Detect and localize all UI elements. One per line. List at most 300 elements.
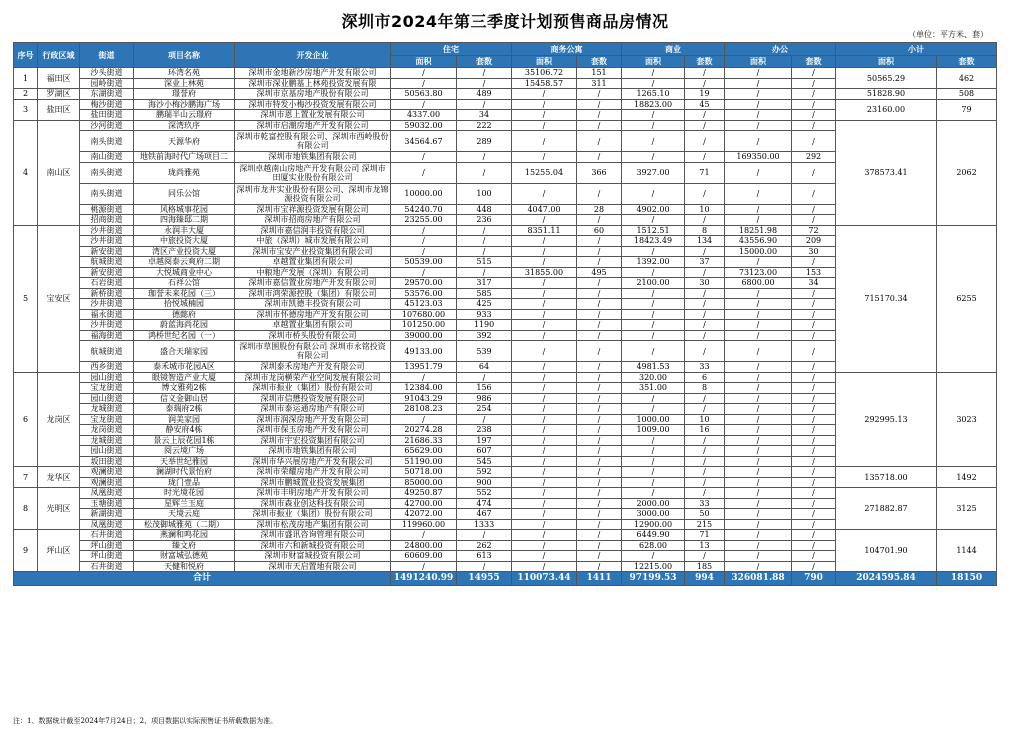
commercial-units-cell: 16: [685, 425, 725, 436]
project-cell: 鸿桥世纪名园（一）: [134, 330, 235, 341]
apartment-units-cell: /: [577, 393, 622, 404]
seq-cell: 2: [14, 89, 38, 100]
project-cell: 海沙小梅沙鹏海广场: [134, 99, 235, 110]
office-area-cell: /: [725, 362, 792, 373]
office-units-cell: /: [792, 215, 836, 226]
office-units-cell: /: [792, 435, 836, 446]
residential-units-cell: 592: [457, 467, 512, 478]
apartment-area-cell: /: [512, 488, 577, 499]
street-cell: 坪山街道: [80, 551, 134, 562]
developer-cell: 深圳市盛讯咨询管理有限公司: [235, 530, 391, 541]
apartment-units-cell: /: [577, 372, 622, 383]
commercial-area-cell: /: [622, 68, 685, 79]
developer-cell: 深圳市恩上置业发展有限公司: [235, 110, 391, 121]
district-cell: 南山区: [38, 120, 80, 225]
commercial-units-cell: 185: [685, 561, 725, 572]
residential-units-cell: 474: [457, 498, 512, 509]
apartment-units-cell: /: [577, 99, 622, 110]
residential-units-cell: 545: [457, 456, 512, 467]
commercial-units-cell: /: [685, 467, 725, 478]
office-area-cell: /: [725, 530, 792, 541]
street-cell: 新安街道: [80, 246, 134, 257]
apartment-units-cell: /: [577, 120, 622, 131]
commercial-units-cell: /: [685, 404, 725, 415]
developer-cell: 深圳市润深房地产开发有限公司: [235, 414, 391, 425]
residential-units-cell: 64: [457, 362, 512, 373]
office-area-cell: /: [725, 131, 792, 152]
residential-units-cell: 515: [457, 257, 512, 268]
apartment-area-cell: /: [512, 477, 577, 488]
developer-cell: 深圳市乾富控股有限公司、深圳市西岭股份有限公司: [236, 132, 389, 150]
residential-area-cell: 29570.00: [391, 278, 457, 289]
office-area-cell: /: [725, 425, 792, 436]
office-units-cell: /: [792, 446, 836, 457]
apartment-area-cell: /: [512, 89, 577, 100]
subtotal-area-cell: 23160.00: [836, 99, 937, 120]
office-units-cell: /: [792, 393, 836, 404]
project-cell: 燕澜和鸣花园: [134, 530, 235, 541]
office-area-cell: /: [725, 488, 792, 499]
residential-units-cell: 317: [457, 278, 512, 289]
developer-cell: 深圳市振业（集团）股份有限公司: [235, 383, 391, 394]
commercial-units-cell: /: [685, 215, 725, 226]
residential-units-cell: /: [457, 561, 512, 572]
office-units-cell: /: [792, 341, 836, 362]
project-cell: 四海臻邸二期: [134, 215, 235, 226]
residential-units-cell: 425: [457, 299, 512, 310]
project-cell: 卓越阅泰云爽府二期: [134, 257, 235, 268]
office-units-cell: /: [792, 288, 836, 299]
project-cell: 景云上辰花园1栋: [134, 435, 235, 446]
commercial-units-cell: 33: [685, 362, 725, 373]
commercial-units-cell: /: [685, 183, 725, 204]
developer-cell: 深圳卓越南山房地产开发有限公司 深圳市田厦实业股份有限公司: [235, 162, 391, 183]
residential-units-cell: 539: [457, 341, 512, 362]
street-cell: 沙井街道: [80, 225, 134, 236]
apartment-units-cell: 311: [577, 78, 622, 89]
header-units: 套数: [577, 56, 622, 68]
office-area-cell: /: [725, 561, 792, 572]
commercial-area-cell: 1512.51: [622, 225, 685, 236]
office-area-cell: /: [725, 540, 792, 551]
office-units-cell: /: [792, 414, 836, 425]
header-units: 套数: [457, 56, 512, 68]
street-cell: 新桥街道: [80, 288, 134, 299]
residential-units-cell: 1333: [457, 519, 512, 530]
commercial-units-cell: /: [685, 120, 725, 131]
residential-area-cell: 60609.00: [391, 551, 457, 562]
commercial-area-cell: 1265.10: [622, 89, 685, 100]
project-cell: 鹏瑞半山云璟府: [134, 110, 235, 121]
apartment-area-cell: /: [512, 215, 577, 226]
project-cell: 永润丰大厦: [134, 225, 235, 236]
project-cell: 星辉兰玉庭: [134, 498, 235, 509]
street-cell: 宝龙街道: [80, 383, 134, 394]
total-value-cell: 18150: [937, 572, 997, 586]
subtotal-units-cell: 462: [937, 68, 997, 89]
seq-cell: 6: [14, 372, 38, 467]
office-units-cell: /: [792, 467, 836, 478]
office-units-cell: /: [792, 309, 836, 320]
apartment-area-cell: 15458.57: [512, 78, 577, 89]
project-cell: 润美家园: [134, 414, 235, 425]
subtotal-units-cell: 1144: [937, 530, 997, 572]
office-area-cell: /: [725, 288, 792, 299]
project-cell: 天源华府: [134, 131, 235, 152]
apartment-area-cell: /: [512, 278, 577, 289]
office-units-cell: /: [792, 257, 836, 268]
district-cell: 罗湖区: [38, 89, 80, 100]
office-area-cell: 18251.98: [725, 225, 792, 236]
residential-units-cell: 467: [457, 509, 512, 520]
office-units-cell: /: [792, 68, 836, 79]
developer-cell: 深圳市草围股份有限公司 深圳市永铭投资有限公司: [235, 341, 391, 362]
subtotal-area-cell: 50565.29: [836, 68, 937, 89]
office-area-cell: /: [725, 341, 792, 362]
apartment-units-cell: /: [577, 383, 622, 394]
total-value-cell: 1491240.99: [391, 572, 457, 586]
commercial-area-cell: 18823.00: [622, 99, 685, 110]
table-row: [14, 467, 997, 478]
office-units-cell: /: [792, 477, 836, 488]
apartment-area-cell: 8351.11: [512, 225, 577, 236]
apartment-area-cell: /: [512, 257, 577, 268]
project-cell: 松茂御城雅苑（二期）: [134, 519, 235, 530]
apartment-units-cell: /: [577, 152, 622, 163]
developer-cell: 深圳市鹏城置业投资发展集团: [235, 477, 391, 488]
table-row: [14, 225, 997, 236]
apartment-area-cell: /: [512, 498, 577, 509]
commercial-area-cell: /: [622, 120, 685, 131]
project-cell: 深业上林苑: [134, 78, 235, 89]
street-cell: 南头街道: [80, 183, 134, 204]
residential-area-cell: 20274.28: [391, 425, 457, 436]
apartment-units-cell: /: [577, 257, 622, 268]
commercial-area-cell: /: [622, 183, 685, 204]
commercial-units-cell: /: [685, 551, 725, 562]
footnote: 注：1、数据统计截至2024年7月24日；2、项目数据以实际预售证书所载数据为准。: [13, 717, 278, 725]
residential-units-cell: 613: [457, 551, 512, 562]
project-cell: 大悦城商业中心: [134, 267, 235, 278]
apartment-area-cell: /: [512, 561, 577, 572]
office-units-cell: /: [792, 330, 836, 341]
developer-cell: 深圳市宇宏投资集团有限公司: [235, 435, 391, 446]
apartment-units-cell: /: [577, 110, 622, 121]
residential-area-cell: /: [391, 530, 457, 541]
office-units-cell: 153: [792, 267, 836, 278]
apartment-units-cell: /: [577, 467, 622, 478]
subtotal-area-cell: 51828.90: [836, 89, 937, 100]
office-area-cell: /: [725, 204, 792, 215]
street-cell: 龙城街道: [80, 404, 134, 415]
residential-area-cell: 85000.00: [391, 477, 457, 488]
header-street: 街道: [80, 43, 134, 68]
residential-area-cell: /: [391, 68, 457, 79]
commercial-units-cell: /: [685, 456, 725, 467]
commercial-area-cell: 4981.53: [622, 362, 685, 373]
commercial-units-cell: 10: [685, 204, 725, 215]
office-area-cell: /: [725, 320, 792, 331]
street-cell: 园岭街道: [80, 78, 134, 89]
apartment-units-cell: /: [577, 404, 622, 415]
commercial-area-cell: /: [622, 267, 685, 278]
office-area-cell: /: [725, 89, 792, 100]
apartment-units-cell: 151: [577, 68, 622, 79]
residential-area-cell: 13951.79: [391, 362, 457, 373]
header-residential: 住宅: [391, 43, 512, 56]
office-area-cell: /: [725, 414, 792, 425]
commercial-area-cell: /: [622, 288, 685, 299]
developer-cell: 深圳市森业创达科技有限公司: [235, 498, 391, 509]
office-area-cell: /: [725, 299, 792, 310]
street-cell: 南山街道: [80, 152, 134, 163]
apartment-area-cell: /: [512, 414, 577, 425]
residential-area-cell: /: [391, 152, 457, 163]
header-area: 面积: [622, 56, 685, 68]
commercial-units-cell: /: [685, 330, 725, 341]
developer-cell: 深圳市启潮房地产开发有限公司: [235, 120, 391, 131]
apartment-units-cell: 60: [577, 225, 622, 236]
street-cell: 观澜街道: [80, 467, 134, 478]
subtotal-area-cell: 715170.34: [836, 225, 937, 372]
street-cell: 龙岗街道: [80, 425, 134, 436]
district-cell: 龙华区: [38, 467, 80, 488]
apartment-units-cell: /: [577, 414, 622, 425]
residential-units-cell: /: [457, 78, 512, 89]
header-area: 面积: [725, 56, 792, 68]
commercial-units-cell: /: [685, 477, 725, 488]
apartment-units-cell: /: [577, 183, 622, 204]
residential-units-cell: 392: [457, 330, 512, 341]
commercial-area-cell: 12900.00: [622, 519, 685, 530]
apartment-area-cell: 35106.72: [512, 68, 577, 79]
apartment-area-cell: /: [512, 131, 577, 152]
district-cell: 坪山区: [38, 530, 80, 572]
commercial-area-cell: /: [622, 78, 685, 89]
developer-cell: 深圳市振业（集团）股份有限公司: [235, 509, 391, 520]
commercial-units-cell: 33: [685, 498, 725, 509]
total-value-cell: 14955: [457, 572, 512, 586]
commercial-units-cell: /: [685, 446, 725, 457]
residential-area-cell: 59032.00: [391, 120, 457, 131]
street-cell: 观澜街道: [80, 477, 134, 488]
apartment-area-cell: /: [512, 341, 577, 362]
commercial-area-cell: 1009.00: [622, 425, 685, 436]
commercial-units-cell: /: [685, 435, 725, 446]
residential-units-cell: /: [457, 152, 512, 163]
district-cell: 光明区: [38, 488, 80, 530]
commercial-area-cell: /: [622, 309, 685, 320]
commercial-area-cell: /: [622, 551, 685, 562]
street-cell: 桃源街道: [80, 204, 134, 215]
residential-units-cell: 1190: [457, 320, 512, 331]
street-cell: 沙井街道: [80, 320, 134, 331]
residential-units-cell: 238: [457, 425, 512, 436]
project-cell: 湾区产业投资大厦: [134, 246, 235, 257]
table-row: [14, 68, 997, 79]
apartment-area-cell: /: [512, 509, 577, 520]
commercial-units-cell: 50: [685, 509, 725, 520]
residential-area-cell: /: [391, 372, 457, 383]
office-area-cell: /: [725, 383, 792, 394]
apartment-units-cell: /: [577, 330, 622, 341]
commercial-area-cell: /: [622, 477, 685, 488]
project-cell: 时光境花园: [134, 488, 235, 499]
header-units: 套数: [685, 56, 725, 68]
project-cell: 泰瑞府2栋: [134, 404, 235, 415]
street-cell: 盐田街道: [80, 110, 134, 121]
district-cell: 盐田区: [38, 99, 80, 120]
office-units-cell: 209: [792, 236, 836, 247]
residential-units-cell: 585: [457, 288, 512, 299]
commercial-units-cell: 30: [685, 278, 725, 289]
project-cell: 风格城事花园: [134, 204, 235, 215]
office-area-cell: /: [725, 183, 792, 204]
project-cell: 阅云境广场: [134, 446, 235, 457]
street-cell: 坪山街道: [80, 540, 134, 551]
residential-area-cell: /: [391, 561, 457, 572]
commercial-units-cell: /: [685, 131, 725, 152]
commercial-area-cell: 2100.00: [622, 278, 685, 289]
office-area-cell: /: [725, 372, 792, 383]
office-area-cell: /: [725, 68, 792, 79]
commercial-units-cell: 215: [685, 519, 725, 530]
office-area-cell: /: [725, 330, 792, 341]
residential-area-cell: 91043.29: [391, 393, 457, 404]
developer-cell: 深圳市怀德房地产开发有限公司: [235, 309, 391, 320]
apartment-units-cell: /: [577, 561, 622, 572]
office-units-cell: /: [792, 561, 836, 572]
apartment-units-cell: /: [577, 509, 622, 520]
commercial-area-cell: 12215.00: [622, 561, 685, 572]
residential-units-cell: /: [457, 246, 512, 257]
apartment-area-cell: /: [512, 446, 577, 457]
office-area-cell: /: [725, 162, 792, 183]
total-value-cell: 110073.44: [512, 572, 577, 586]
office-area-cell: 43556.90: [725, 236, 792, 247]
office-units-cell: /: [792, 456, 836, 467]
apartment-units-cell: /: [577, 488, 622, 499]
developer-cell: 深圳市特发小梅沙投资发展有限公司: [235, 99, 391, 110]
apartment-units-cell: /: [577, 477, 622, 488]
street-cell: 东湖街道: [80, 89, 134, 100]
street-cell: 航城街道: [80, 341, 134, 362]
street-cell: 宝龙街道: [80, 414, 134, 425]
office-area-cell: /: [725, 257, 792, 268]
project-cell: 深湾玖序: [134, 120, 235, 131]
residential-units-cell: /: [457, 236, 512, 247]
apartment-area-cell: /: [512, 288, 577, 299]
commercial-units-cell: /: [685, 246, 725, 257]
developer-cell: 深圳市深业鹏基上林苑投资发展有限: [235, 78, 391, 89]
residential-units-cell: /: [457, 162, 512, 183]
office-units-cell: /: [792, 425, 836, 436]
project-cell: 拾悦城楠园: [134, 299, 235, 310]
developer-cell: 深圳市鸿荣源控股（集团）有限公司: [235, 288, 391, 299]
residential-units-cell: /: [457, 372, 512, 383]
developer-cell: 卓越置业集团有限公司: [235, 320, 391, 331]
header-district: 行政区域: [38, 43, 80, 68]
office-area-cell: /: [725, 456, 792, 467]
apartment-area-cell: /: [512, 435, 577, 446]
apartment-units-cell: /: [577, 89, 622, 100]
subtotal-area-cell: 378573.41: [836, 120, 937, 225]
apartment-area-cell: /: [512, 99, 577, 110]
residential-area-cell: 21686.33: [391, 435, 457, 446]
commercial-area-cell: /: [622, 330, 685, 341]
office-units-cell: /: [792, 131, 836, 152]
seq-cell: 3: [14, 99, 38, 120]
residential-area-cell: 50563.80: [391, 89, 457, 100]
project-cell: 石祥公馆: [134, 278, 235, 289]
residential-units-cell: 100: [457, 183, 512, 204]
project-cell: 天举世纪雅园: [134, 456, 235, 467]
developer-cell: 中旅（深圳）城市发展有限公司: [235, 236, 391, 247]
apartment-area-cell: /: [512, 120, 577, 131]
commercial-area-cell: /: [622, 488, 685, 499]
table-row: [14, 488, 997, 499]
seq-cell: 4: [14, 120, 38, 225]
apartment-area-cell: /: [512, 540, 577, 551]
project-cell: 澜湖时代景怡府: [134, 467, 235, 478]
project-cell: 眼镜智造产业大厦: [134, 372, 235, 383]
residential-area-cell: /: [391, 414, 457, 425]
street-cell: 凤凰街道: [80, 488, 134, 499]
office-units-cell: /: [792, 120, 836, 131]
apartment-units-cell: /: [577, 446, 622, 457]
commercial-units-cell: /: [685, 309, 725, 320]
office-units-cell: /: [792, 183, 836, 204]
residential-units-cell: 197: [457, 435, 512, 446]
office-units-cell: /: [792, 551, 836, 562]
header-units: 套数: [937, 56, 997, 68]
residential-units-cell: 933: [457, 309, 512, 320]
residential-area-cell: 12384.00: [391, 383, 457, 394]
office-units-cell: /: [792, 519, 836, 530]
office-units-cell: /: [792, 404, 836, 415]
residential-units-cell: 156: [457, 383, 512, 394]
apartment-area-cell: /: [512, 519, 577, 530]
office-area-cell: /: [725, 120, 792, 131]
residential-area-cell: /: [391, 236, 457, 247]
developer-cell: 深圳市地铁集团有限公司: [235, 446, 391, 457]
commercial-units-cell: /: [685, 288, 725, 299]
developer-cell: 深圳市招商房地产有限公司: [235, 215, 391, 226]
residential-area-cell: /: [391, 267, 457, 278]
developer-cell: 深圳市龙井实业股份有限公司、深圳市龙锦源投资有限公司: [236, 184, 389, 203]
street-cell: 沙头街道: [80, 68, 134, 79]
office-area-cell: /: [725, 110, 792, 121]
office-units-cell: /: [792, 78, 836, 89]
residential-area-cell: 50718.00: [391, 467, 457, 478]
subtotal-area-cell: 104701.90: [836, 530, 937, 572]
apartment-units-cell: /: [577, 288, 622, 299]
residential-units-cell: /: [457, 530, 512, 541]
project-cell: 蔚蓝海尚花园: [134, 320, 235, 331]
commercial-units-cell: /: [685, 488, 725, 499]
header-row: [14, 43, 997, 56]
table-row: [14, 530, 997, 541]
project-cell: 同乐公馆: [134, 183, 235, 204]
commercial-units-cell: 6: [685, 372, 725, 383]
apartment-units-cell: /: [577, 299, 622, 310]
commercial-area-cell: /: [622, 110, 685, 121]
residential-units-cell: 222: [457, 120, 512, 131]
header-project: 项目名称: [134, 43, 235, 68]
apartment-units-cell: /: [577, 540, 622, 551]
office-units-cell: /: [792, 509, 836, 520]
header-units: 套数: [792, 56, 836, 68]
